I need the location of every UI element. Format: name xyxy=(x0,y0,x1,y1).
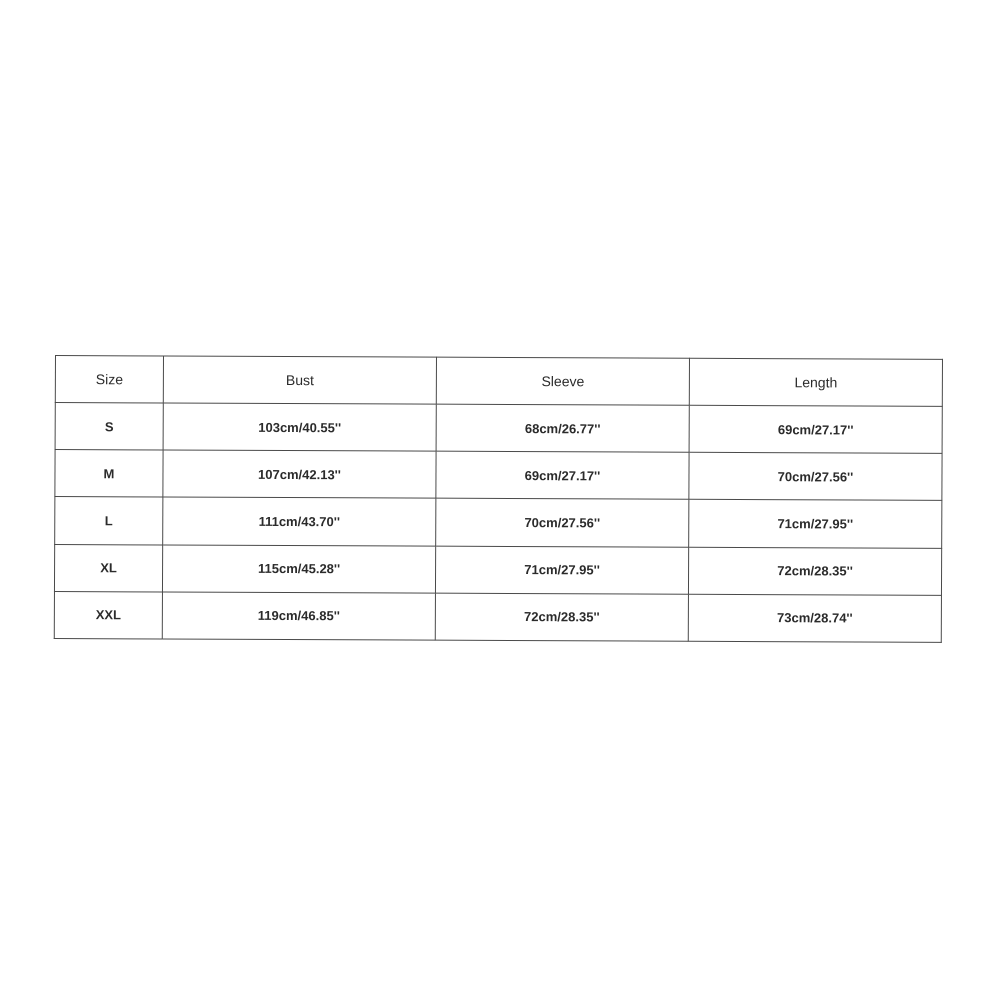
cell-size: L xyxy=(55,497,163,545)
cell-bust: 111cm/43.70'' xyxy=(163,497,436,545)
header-sleeve: Sleeve xyxy=(436,357,689,405)
size-chart-table xyxy=(54,355,943,643)
table-row xyxy=(55,497,942,548)
cell-size: M xyxy=(55,450,163,498)
cell-size: S xyxy=(55,403,163,451)
cell-length: 71cm/27.95'' xyxy=(689,500,942,548)
cell-sleeve: 70cm/27.56'' xyxy=(436,499,689,547)
cell-bust: 119cm/46.85'' xyxy=(162,592,435,640)
cell-bust: 107cm/42.13'' xyxy=(163,450,436,498)
cell-bust: 103cm/40.55'' xyxy=(163,403,436,451)
table-row xyxy=(54,544,941,595)
cell-sleeve: 69cm/27.17'' xyxy=(436,451,689,499)
table-row xyxy=(55,450,942,501)
table-row xyxy=(55,403,942,454)
header-length: Length xyxy=(689,358,942,406)
cell-sleeve: 68cm/26.77'' xyxy=(436,404,689,452)
table-row xyxy=(54,591,941,642)
cell-size: XXL xyxy=(54,591,162,639)
header-bust: Bust xyxy=(163,356,436,404)
cell-length: 70cm/27.56'' xyxy=(689,452,942,500)
header-size: Size xyxy=(55,356,163,403)
cell-bust: 115cm/45.28'' xyxy=(162,545,435,593)
header-row xyxy=(55,356,942,407)
cell-sleeve: 72cm/28.35'' xyxy=(435,593,688,641)
cell-size: XL xyxy=(54,544,162,592)
cell-length: 72cm/28.35'' xyxy=(688,547,941,595)
cell-sleeve: 71cm/27.95'' xyxy=(435,546,688,594)
cell-length: 73cm/28.74'' xyxy=(688,594,941,642)
cell-length: 69cm/27.17'' xyxy=(689,405,942,453)
